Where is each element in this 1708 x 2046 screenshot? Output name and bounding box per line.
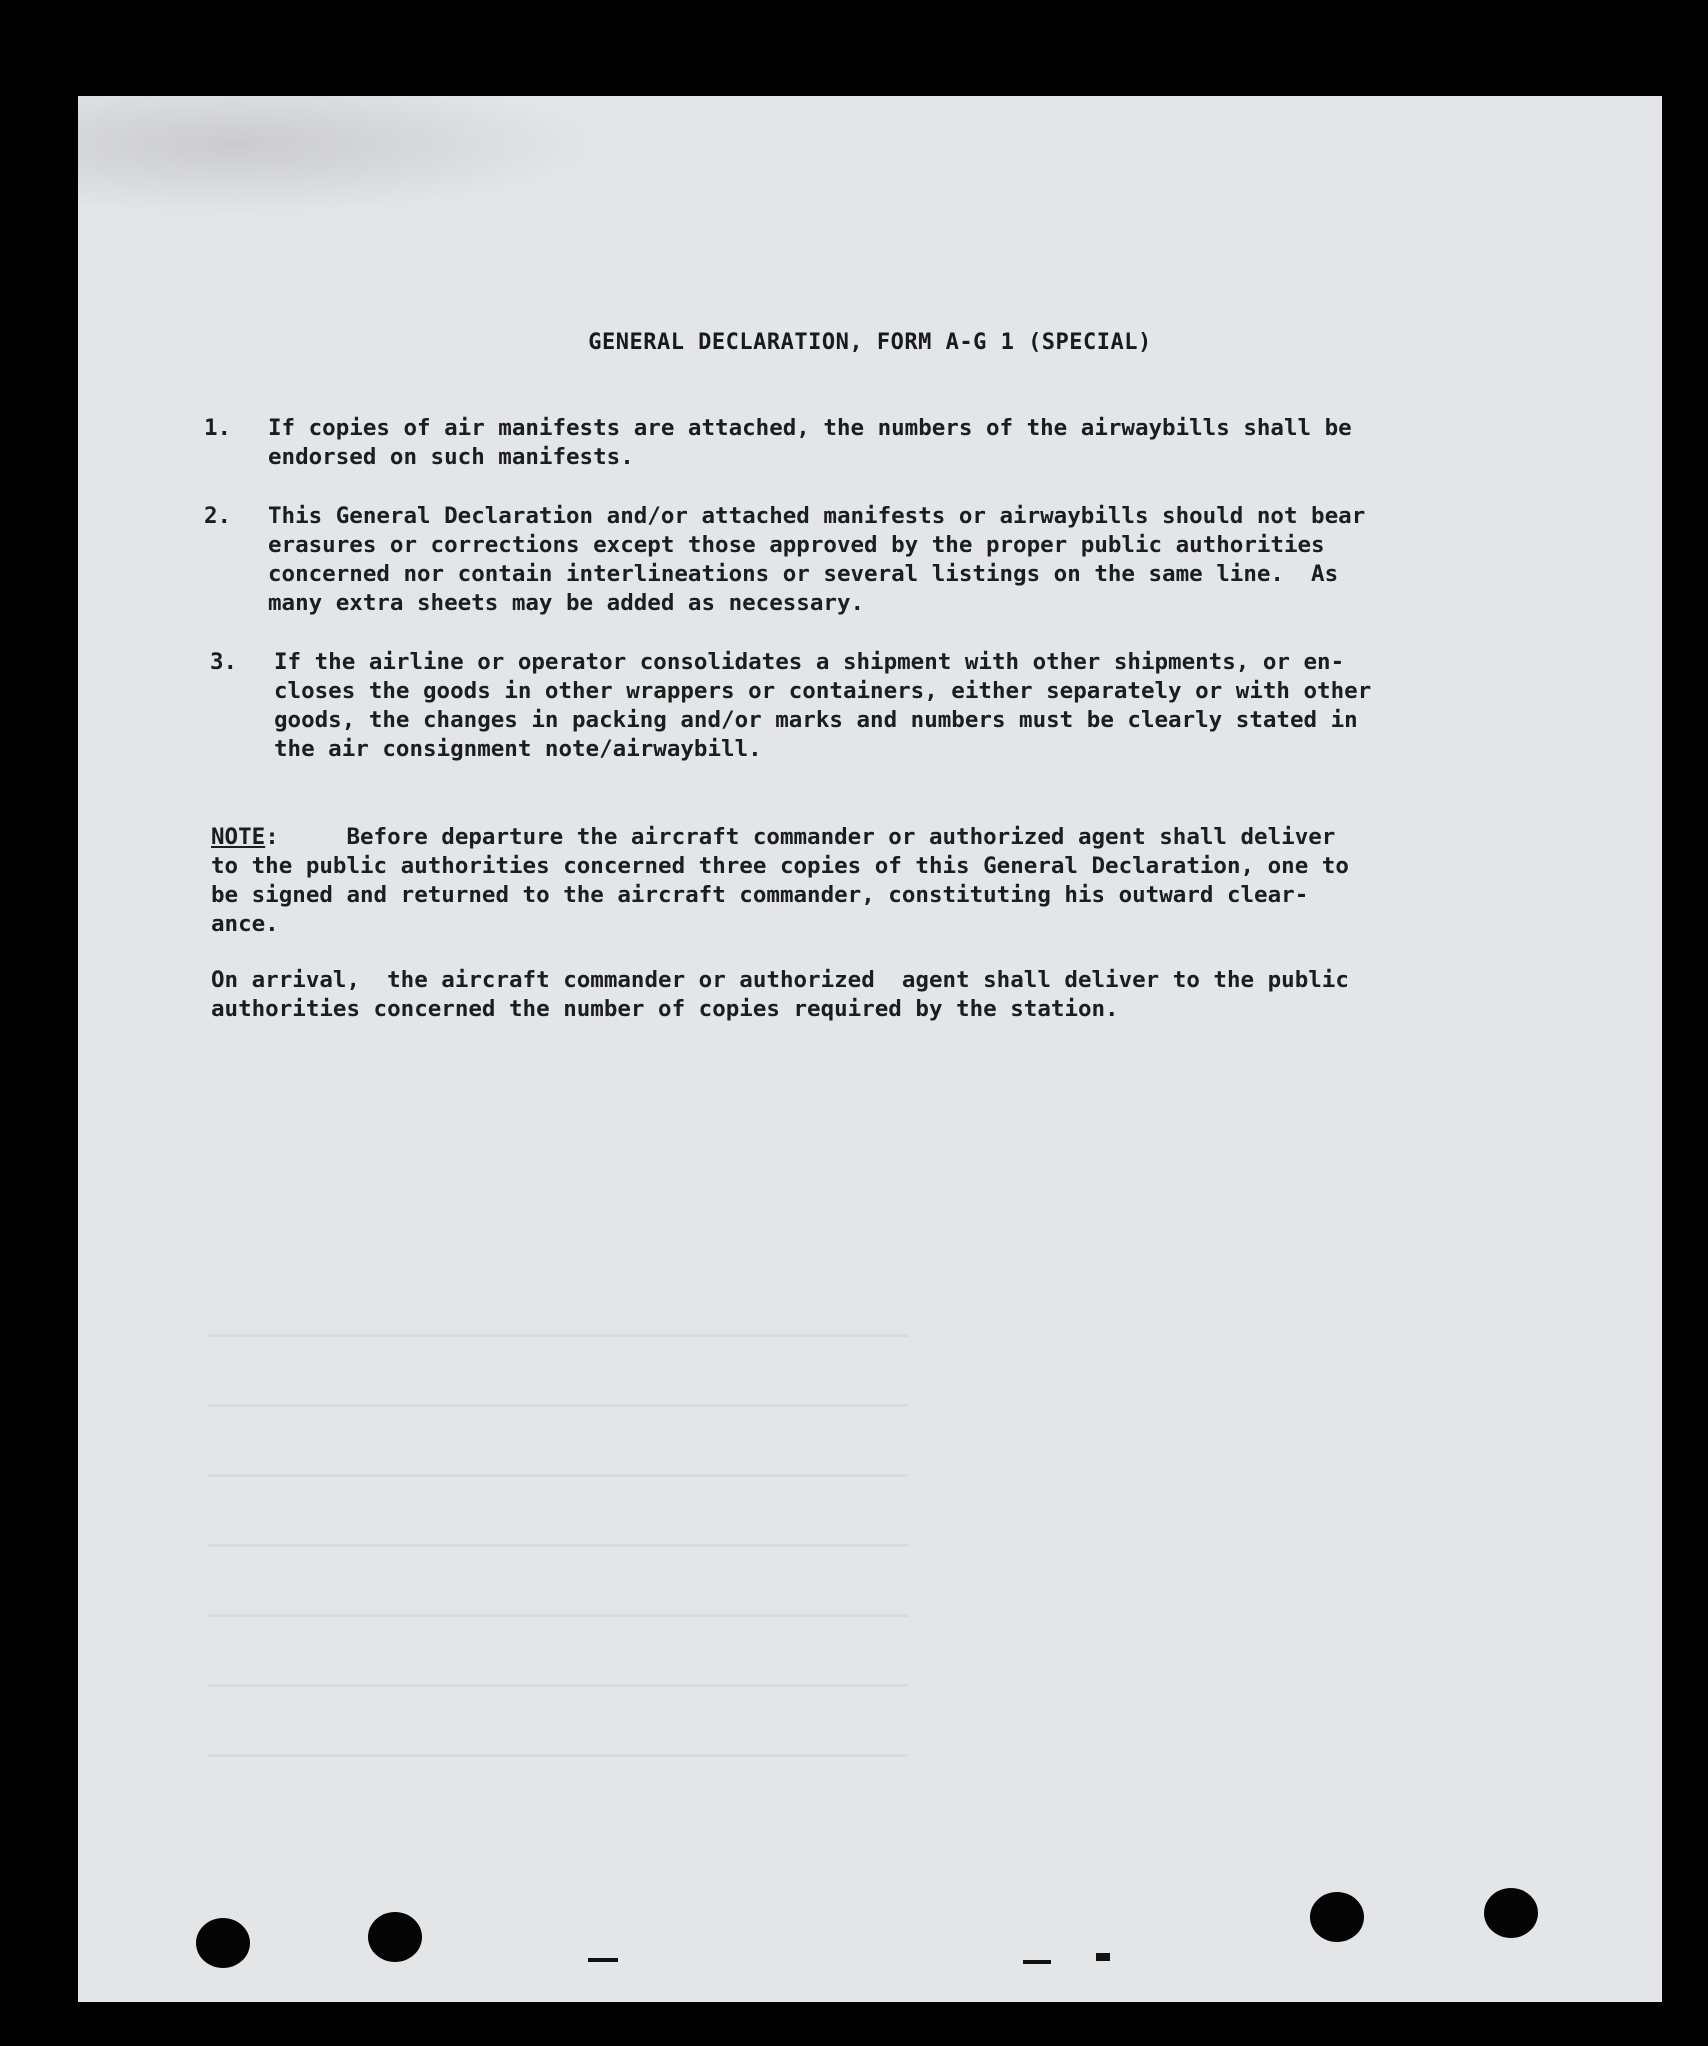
punch-hole [1310, 1892, 1364, 1942]
punch-hole [368, 1912, 422, 1962]
note-first-line [211, 823, 1541, 852]
note-first-line-text: : Before departure the aircraft commander or authorized agent shall deliver [265, 824, 1336, 850]
note-line: be signed and returned to the aircraft commander, constituting his outward clear- [211, 882, 1309, 908]
item-line: endorsed on such manifests. [268, 444, 634, 470]
note-label: NOTE [211, 824, 266, 850]
list-item [210, 648, 1610, 764]
item-line: many extra sheets may be added as necessary. [268, 590, 865, 616]
arrival-paragraph [211, 966, 1541, 1024]
item-line: the air consignment note/airwaybill. [274, 736, 762, 762]
document-page [78, 96, 1662, 2002]
item-line: This General Declaration and/or attached manifests or airwaybills should not bear [268, 503, 1366, 529]
item-line: concerned nor contain interlineations or several listings on the same line. As [268, 561, 1339, 587]
punch-hole [1484, 1888, 1538, 1938]
ink-speck [588, 1958, 618, 1962]
note-line: ance. [211, 911, 279, 937]
item-line: If copies of air manifests are attached, the numbers of the airwaybills shall be [268, 415, 1352, 441]
note-line: to the public authorities concerned three copies of this General Declaration, one to [211, 853, 1349, 879]
item-text [268, 414, 1518, 472]
document-title: GENERAL DECLARATION, FORM A-G 1 (SPECIAL) [588, 330, 1152, 355]
item-line: If the airline or operator consolidates a shipment with other shipments, or en- [274, 649, 1345, 675]
punch-hole [196, 1918, 250, 1968]
list-item [204, 414, 1604, 472]
arrival-line: authorities concerned the number of copies required by the station. [211, 996, 1119, 1022]
note-paragraph [211, 823, 1541, 939]
item-number: 3. [210, 649, 238, 675]
item-text [268, 502, 1518, 618]
bleed-through-text [208, 1296, 908, 1796]
arrival-line: On arrival, the aircraft commander or authorized agent shall deliver to the public [211, 967, 1349, 993]
item-line: erasures or corrections except those approved by the proper public authorities [268, 532, 1325, 558]
item-number: 2. [204, 503, 232, 529]
item-text [274, 648, 1524, 764]
item-line: closes the goods in other wrappers or containers, either separately or with other [274, 678, 1372, 704]
ink-speck [1023, 1960, 1051, 1964]
item-line: goods, the changes in packing and/or marks and numbers must be clearly stated in [274, 707, 1358, 733]
list-item [204, 502, 1604, 618]
item-number: 1. [204, 415, 232, 441]
ink-speck [1096, 1953, 1110, 1961]
